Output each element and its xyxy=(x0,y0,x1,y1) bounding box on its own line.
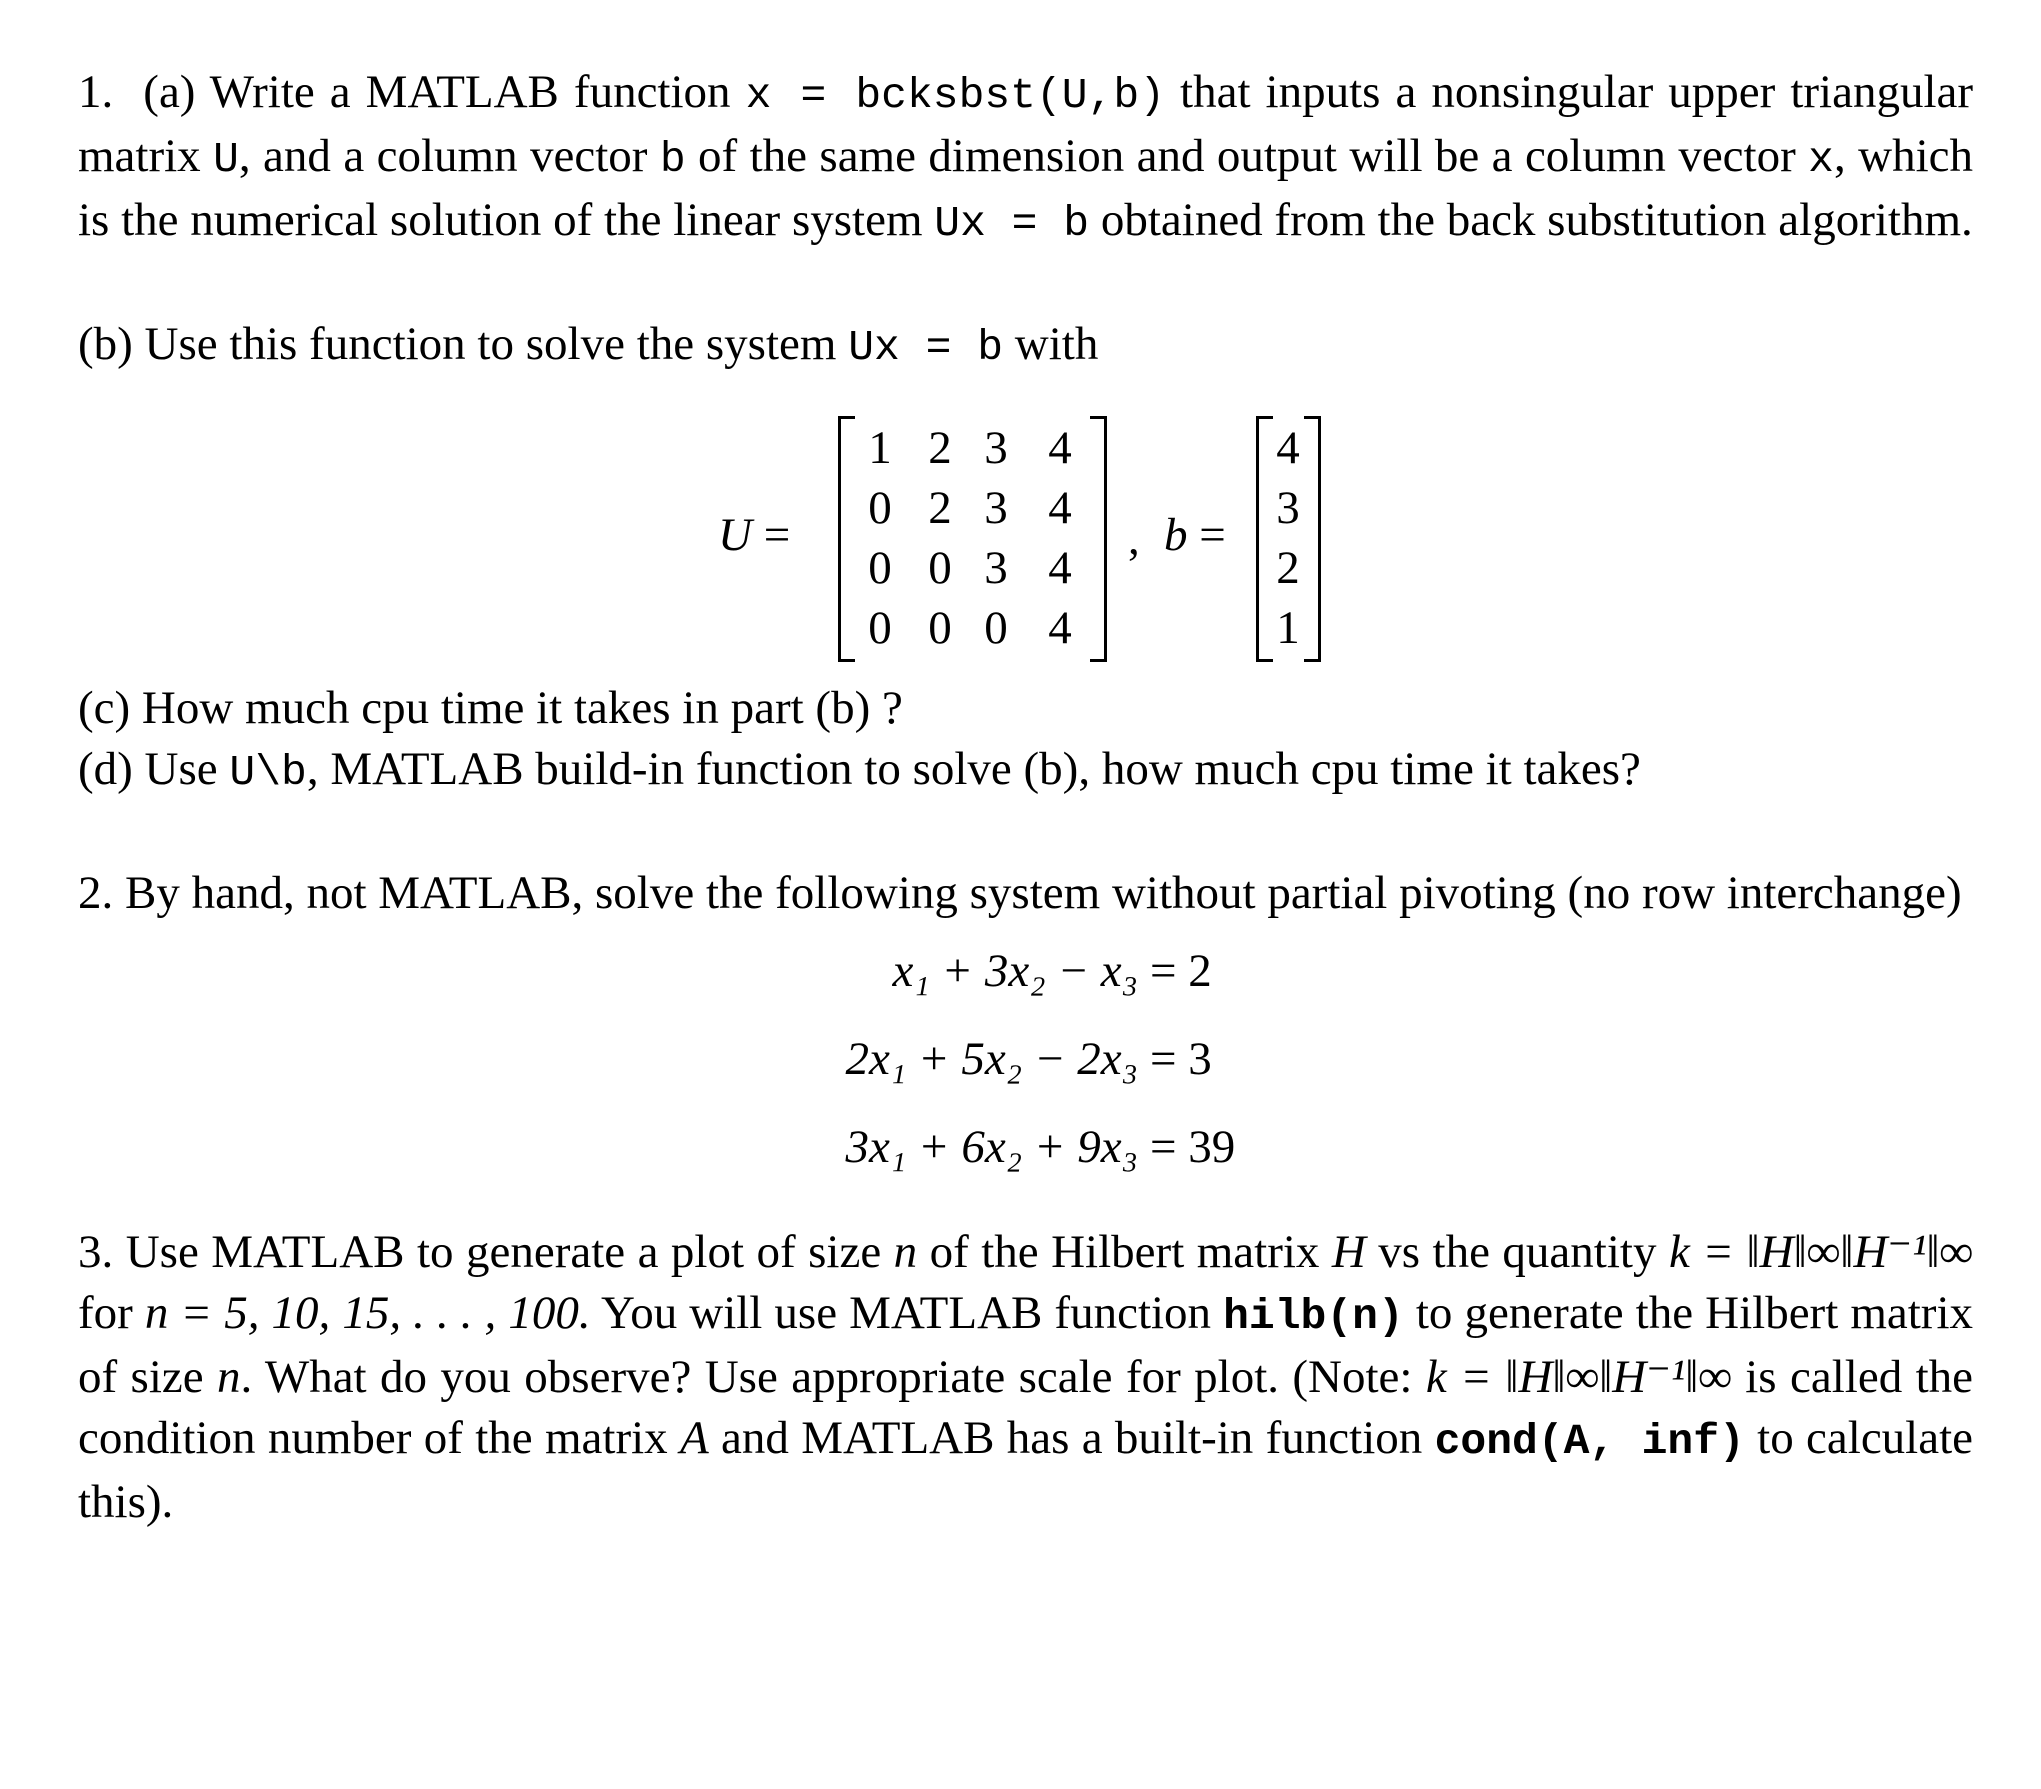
U-cell: 0 xyxy=(984,602,1008,654)
part-a-text-6: obtained from the back substitution algorithm. xyxy=(1100,194,1973,246)
b-right-bracket xyxy=(1304,416,1321,662)
p3-text-10: to calculate this). xyxy=(78,1412,1974,1528)
matrix-equation xyxy=(78,416,1973,666)
U-cell: 0 xyxy=(868,542,892,594)
equation-lhs: 3x₁ + 6x₂ + 9x₃ xyxy=(845,1121,1138,1173)
p3-text-1: 3. Use MATLAB to generate a plot of size xyxy=(78,1226,882,1278)
p3-text-8: is called the condition number of the matrix xyxy=(78,1351,1974,1464)
code-hilb: hilb(n) xyxy=(1223,1292,1404,1341)
equation-rhs: = 2 xyxy=(1150,945,1212,997)
problem-1b xyxy=(78,314,1973,378)
b-label: b xyxy=(1164,509,1188,561)
b-cell: 3 xyxy=(1276,482,1300,534)
part-a-text-3: , and a column vector xyxy=(238,130,648,182)
linear-system xyxy=(78,924,1973,1194)
b-cell: 1 xyxy=(1276,602,1300,654)
problem-sheet xyxy=(78,62,1973,1533)
code-U: U xyxy=(213,135,239,184)
equation-lhs: 2x₁ + 5x₂ − 2x₃ xyxy=(845,1033,1138,1085)
U-label-wrap xyxy=(718,508,790,562)
equation-lhs: x₁ + 3x₂ − x₃ xyxy=(892,945,1138,997)
problem-1c: (c) How much cpu time it takes in part (b) ? xyxy=(78,682,903,734)
problem-2-intro: 2. By hand, not MATLAB, solve the following system without partial pivoting (no row interchange) xyxy=(78,867,1962,919)
code-Ux-eq-b: Ux = b xyxy=(934,199,1090,248)
U-label: U xyxy=(718,509,752,561)
U-cell: 0 xyxy=(868,602,892,654)
problem-3 xyxy=(78,1222,1973,1533)
p3-k-definition: k = ‖H‖∞‖H⁻¹‖∞ xyxy=(1668,1226,1974,1278)
code-x: x xyxy=(1808,135,1834,184)
code-Ux-eq-b-2: Ux = b xyxy=(848,323,1004,372)
U-cell: 2 xyxy=(928,482,952,534)
U-cell: 0 xyxy=(928,542,952,594)
b-equals: = xyxy=(1199,509,1226,561)
part-b-text-1: (b) Use this function to solve the system xyxy=(78,318,837,370)
U-cell: 2 xyxy=(928,422,952,474)
problem-1-number: 1. xyxy=(78,66,114,118)
equation-rhs: = 39 xyxy=(1150,1121,1236,1173)
equation-rhs: = 3 xyxy=(1150,1033,1212,1085)
U-cell: 3 xyxy=(984,482,1008,534)
p3-k-definition-2: k = ‖H‖∞‖H⁻¹‖∞ xyxy=(1425,1351,1732,1403)
problem-1d xyxy=(78,739,1973,803)
code-cond: cond(A, inf) xyxy=(1434,1417,1745,1466)
p3-text-3: vs the quantity xyxy=(1378,1226,1657,1278)
U-equals: = xyxy=(763,509,791,561)
problem-1a xyxy=(78,62,1973,254)
matrix-comma: , xyxy=(1128,513,1140,565)
part-d-text-1: (d) Use xyxy=(78,743,218,795)
p3-n-2: n xyxy=(217,1351,241,1403)
part-a-text-5: , which is the numerical solution of the linear system xyxy=(78,130,1973,246)
part-d-text-2: , MATLAB build-in function to solve (b), how much cpu time it takes? xyxy=(306,743,1641,795)
p3-text-6: to generate the Hilbert matrix of size xyxy=(78,1287,1974,1403)
b-label-wrap xyxy=(1164,508,1226,562)
U-cell: 0 xyxy=(928,602,952,654)
part-a-text-4: of the same dimension and output will be a column vector xyxy=(698,130,1796,182)
U-cell: 3 xyxy=(984,542,1008,594)
U-cell: 4 xyxy=(1048,542,1072,594)
code-bcksbst-signature: x = bcksbst(U,b) xyxy=(745,71,1166,120)
p3-text-7: . What do you observe? Use appropriate scale for plot. (Note: xyxy=(240,1351,1413,1403)
U-cell: 4 xyxy=(1048,422,1072,474)
code-b: b xyxy=(659,135,686,184)
p3-text-4: for xyxy=(78,1287,133,1339)
U-cell: 3 xyxy=(984,422,1008,474)
b-cell: 2 xyxy=(1276,542,1300,594)
p3-n-1: n xyxy=(893,1226,918,1278)
U-cell: 4 xyxy=(1048,482,1072,534)
p3-A: A xyxy=(679,1412,709,1464)
part-a-label: (a) xyxy=(143,66,196,118)
U-right-bracket xyxy=(1090,416,1107,662)
b-cell: 4 xyxy=(1276,422,1300,474)
code-U-backslash-b: U\b xyxy=(229,748,307,797)
part-b-text-2: with xyxy=(1014,318,1099,370)
part-a-text-1: Write a MATLAB function xyxy=(209,66,731,118)
p3-n-range: n = 5, 10, 15, . . . , 100. xyxy=(144,1287,591,1339)
p3-H: H xyxy=(1331,1226,1366,1278)
p3-text-5: You will use MATLAB function xyxy=(600,1287,1212,1339)
U-cell: 4 xyxy=(1048,602,1072,654)
part-a-text-2: that inputs a nonsingular upper triangular matrix xyxy=(78,66,1974,182)
p3-text-9: and MATLAB has a built-in function xyxy=(721,1412,1423,1464)
U-cell: 0 xyxy=(868,482,892,534)
U-cell: 1 xyxy=(868,422,892,474)
p3-text-2: of the Hilbert matrix xyxy=(929,1226,1320,1278)
